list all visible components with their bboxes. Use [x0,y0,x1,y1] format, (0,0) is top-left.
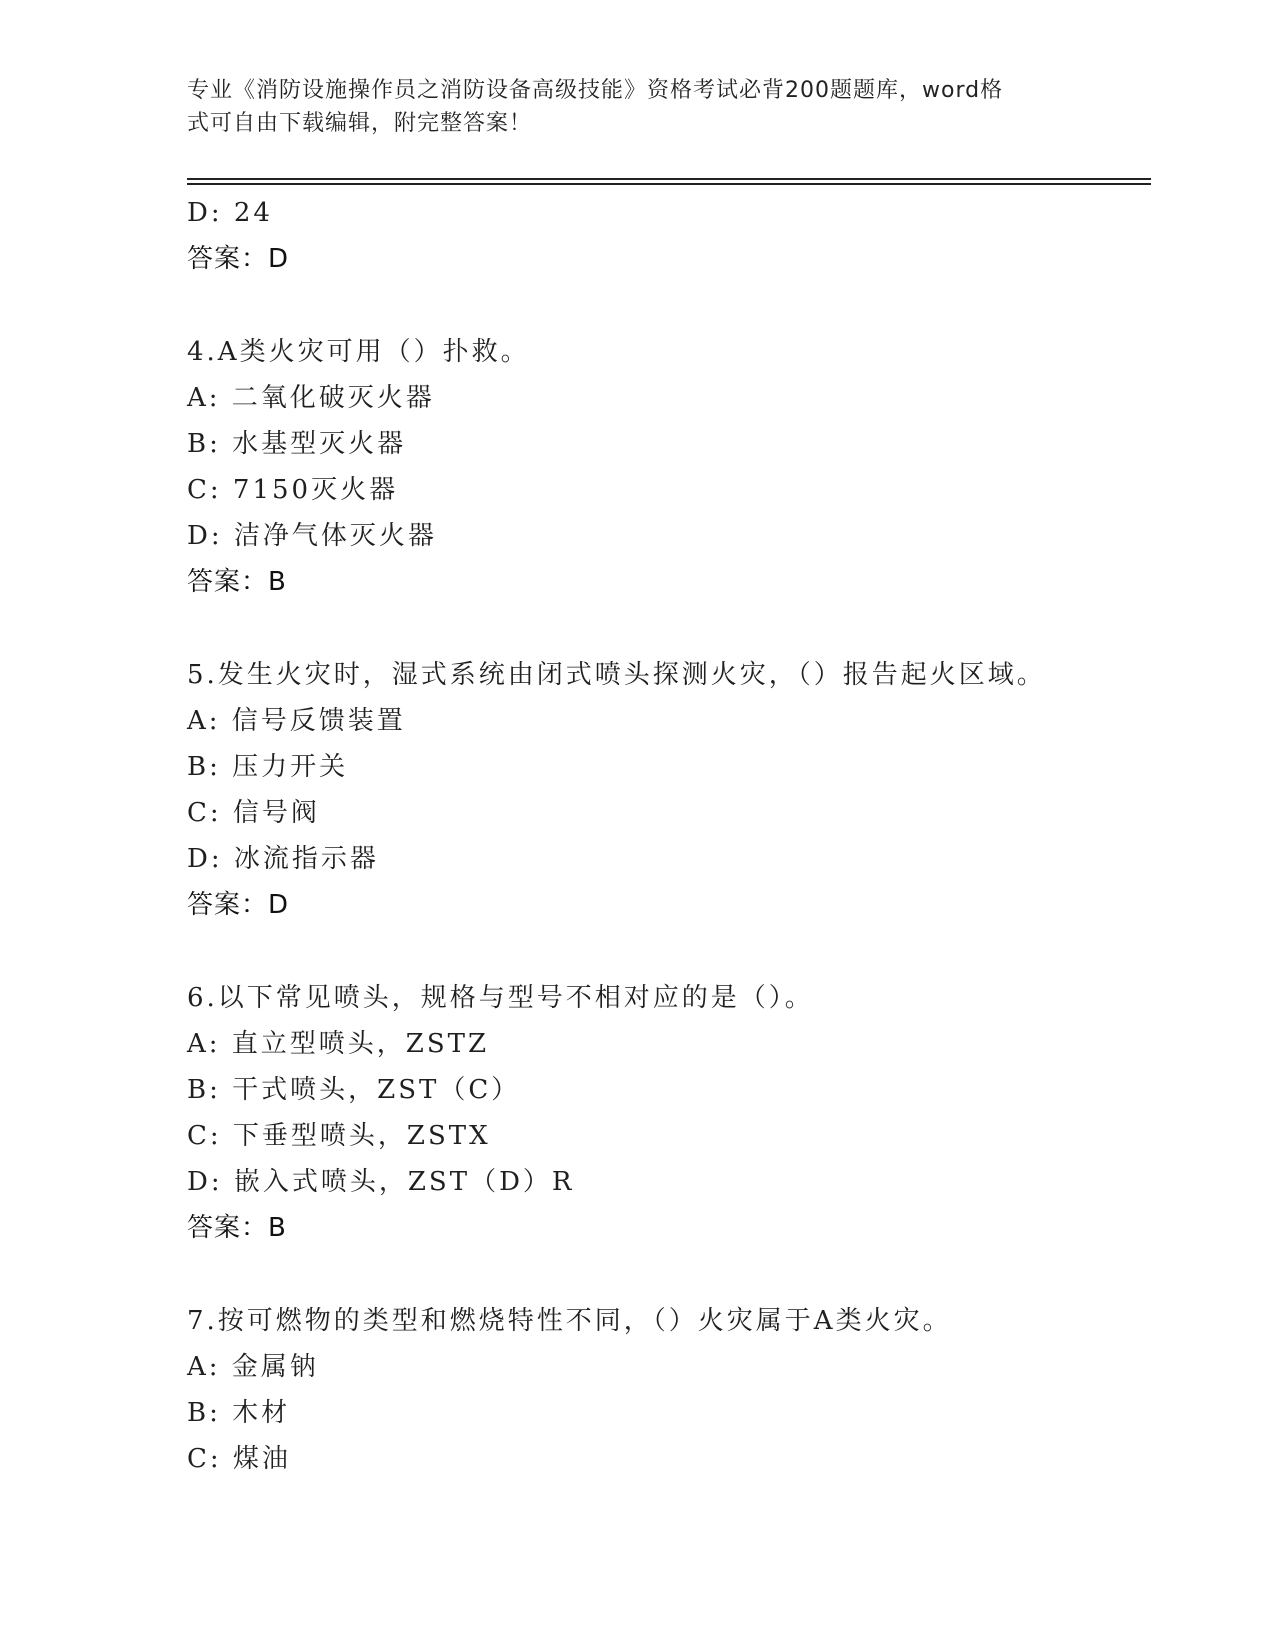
option-d: D: 冰流指示器 [187,844,379,874]
answer-line: 答案：B [187,1213,287,1243]
option-c: C: 下垂型喷头，ZSTX [187,1121,491,1151]
question-stem: 7.按可燃物的类型和燃烧特性不同，（）火灾属于A类火灾。 [187,1306,952,1336]
question-6 [187,975,1147,1251]
option-a: A: 金属钠 [187,1352,319,1382]
question-7 [187,1298,1147,1482]
header-title-line-2: 式可自由下载编辑，附完整答案！ [187,111,533,136]
option-a: A: 二氧化破灭火器 [187,383,435,413]
answer-line: 答案：D [187,244,290,274]
header-divider-top [187,178,1151,180]
option-d: D: 洁净气体灭火器 [187,521,437,551]
question-5 [187,652,1147,928]
option-b: B: 干式喷头，ZST（C） [187,1075,521,1105]
option-a: A: 直立型喷头，ZSTZ [187,1029,490,1059]
option-c: C: 信号阀 [187,798,320,828]
option-b: B: 压力开关 [187,752,349,782]
option-a: A: 信号反馈装置 [187,706,406,736]
option-d: D: 24 [187,198,273,228]
option-c: C: 7150灭火器 [187,475,399,505]
question-carryover [187,190,1147,282]
header-title-line-1: 专业《消防设施操作员之消防设备高级技能》资格考试必背200题题库，word格 [187,78,1004,103]
answer-line: 答案：D [187,890,290,920]
option-d: D: 嵌入式喷头，ZST（D）R [187,1167,575,1197]
question-4 [187,329,1147,605]
option-b: B: 木材 [187,1398,291,1428]
option-b: B: 水基型灭火器 [187,429,407,459]
document-header [187,74,1067,140]
question-stem: 6.以下常见喷头，规格与型号不相对应的是（）。 [187,983,814,1013]
question-list [187,190,1147,1482]
question-stem: 4.A类火灾可用（）扑救。 [187,337,530,367]
option-c: C: 煤油 [187,1444,291,1474]
header-divider-bottom [187,183,1151,185]
answer-line: 答案：B [187,567,287,597]
question-stem: 5.发生火灾时，湿式系统由闭式喷头探测火灾，（）报告起火区域。 [187,660,1046,690]
